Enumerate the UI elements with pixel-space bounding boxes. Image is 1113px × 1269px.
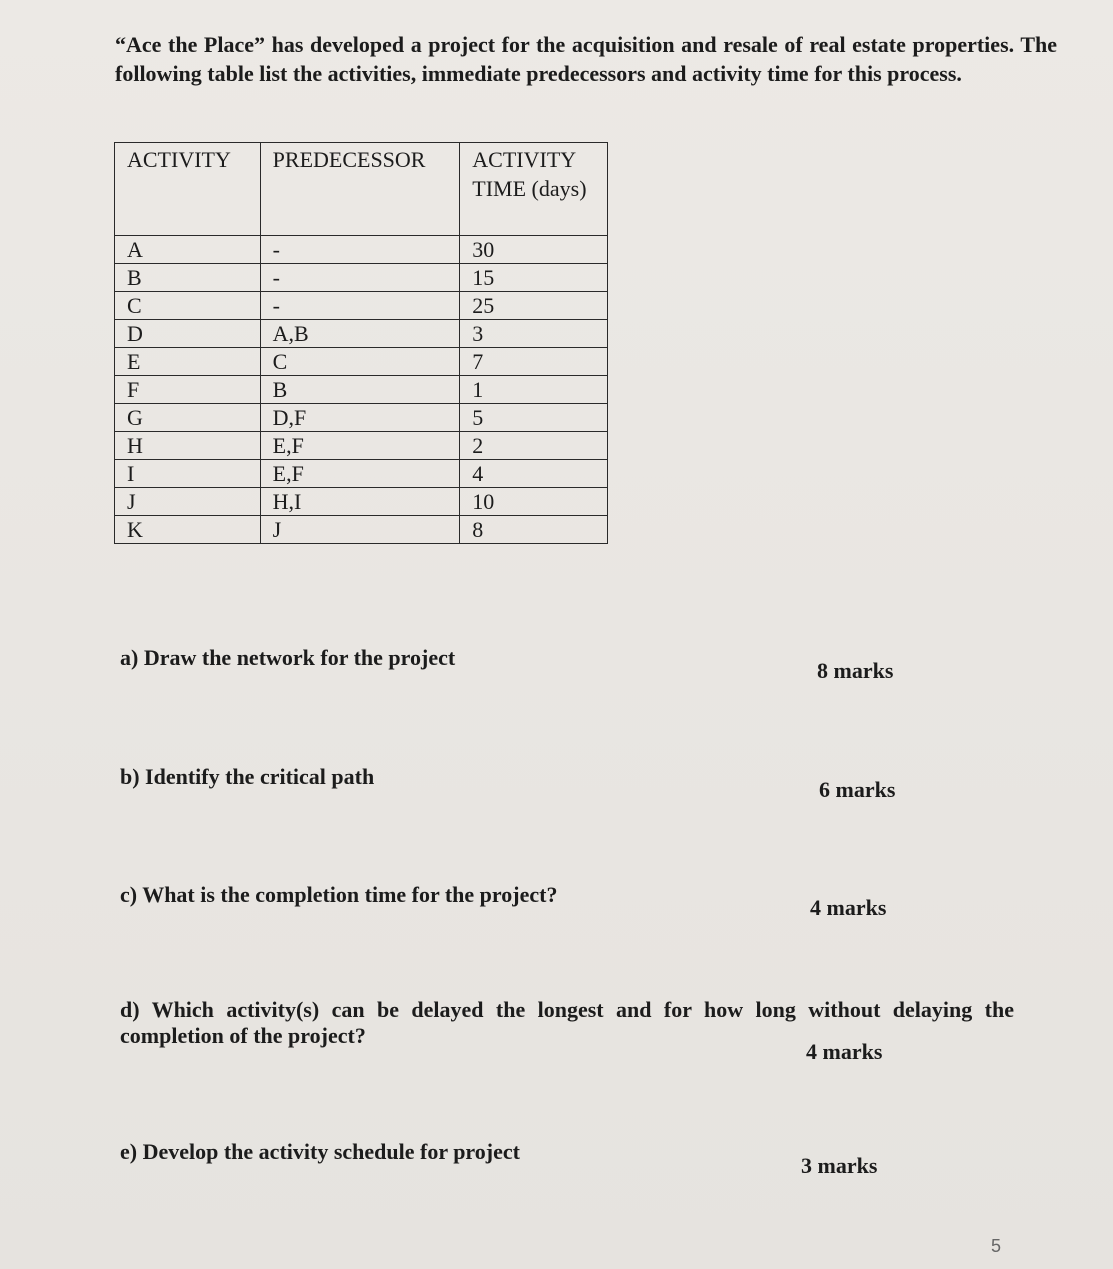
question-a: a) Draw the network for the project [120, 645, 456, 670]
question-a-marks: 8 marks [817, 658, 894, 683]
activity-cell: A [115, 236, 261, 264]
header-predecessor: PREDECESSOR [260, 143, 460, 236]
question-d: d) Which activity(s) can be delayed the longest and for how long without delaying the completion of the project? [120, 997, 1014, 1048]
table-row [115, 320, 608, 348]
question-b-marks: 6 marks [819, 777, 896, 802]
time-cell: 15 [460, 264, 608, 292]
predecessor-cell: - [260, 264, 460, 292]
predecessor-cell: E,F [260, 432, 460, 460]
time-cell: 5 [460, 404, 608, 432]
activity-cell: E [115, 348, 261, 376]
time-cell: 10 [460, 488, 608, 516]
time-cell: 8 [460, 516, 608, 544]
table-row [115, 236, 608, 264]
predecessor-cell: - [260, 236, 460, 264]
table-row [115, 432, 608, 460]
header-activity-time: ACTIVITY TIME (days) [460, 143, 608, 236]
question-e: e) Develop the activity schedule for project [120, 1139, 520, 1164]
time-cell: 25 [460, 292, 608, 320]
table-header-row [115, 143, 608, 236]
question-e-marks: 3 marks [801, 1153, 878, 1178]
table-row [115, 376, 608, 404]
table-row [115, 460, 608, 488]
table-row [115, 516, 608, 544]
time-cell: 30 [460, 236, 608, 264]
intro-paragraph: “Ace the Place” has developed a project for the acquisition and resale of real estate properties. The following table list the activities, immediate predecessors and activity time for this process. [115, 32, 1057, 86]
activity-cell: C [115, 292, 261, 320]
predecessor-cell: H,I [260, 488, 460, 516]
activity-cell: K [115, 516, 261, 544]
header-activity: ACTIVITY [115, 143, 261, 236]
table-row [115, 404, 608, 432]
activity-cell: I [115, 460, 261, 488]
activity-cell: B [115, 264, 261, 292]
time-cell: 1 [460, 376, 608, 404]
predecessor-cell: - [260, 292, 460, 320]
table-row [115, 264, 608, 292]
question-b: b) Identify the critical path [120, 764, 375, 789]
predecessor-cell: A,B [260, 320, 460, 348]
page-number: 5 [991, 1236, 1002, 1256]
time-cell: 3 [460, 320, 608, 348]
activity-cell: D [115, 320, 261, 348]
activity-cell: F [115, 376, 261, 404]
predecessor-cell: E,F [260, 460, 460, 488]
activity-cell: J [115, 488, 261, 516]
activity-cell: H [115, 432, 261, 460]
predecessor-cell: J [260, 516, 460, 544]
question-c: c) What is the completion time for the project? [120, 882, 558, 907]
table-row [115, 488, 608, 516]
time-cell: 7 [460, 348, 608, 376]
activity-cell: G [115, 404, 261, 432]
predecessor-cell: D,F [260, 404, 460, 432]
predecessor-cell: C [260, 348, 460, 376]
predecessor-cell: B [260, 376, 460, 404]
question-c-marks: 4 marks [810, 895, 887, 920]
table-row [115, 348, 608, 376]
time-cell: 4 [460, 460, 608, 488]
table-row [115, 292, 608, 320]
activity-table [114, 142, 608, 544]
time-cell: 2 [460, 432, 608, 460]
question-d-marks: 4 marks [806, 1039, 883, 1064]
